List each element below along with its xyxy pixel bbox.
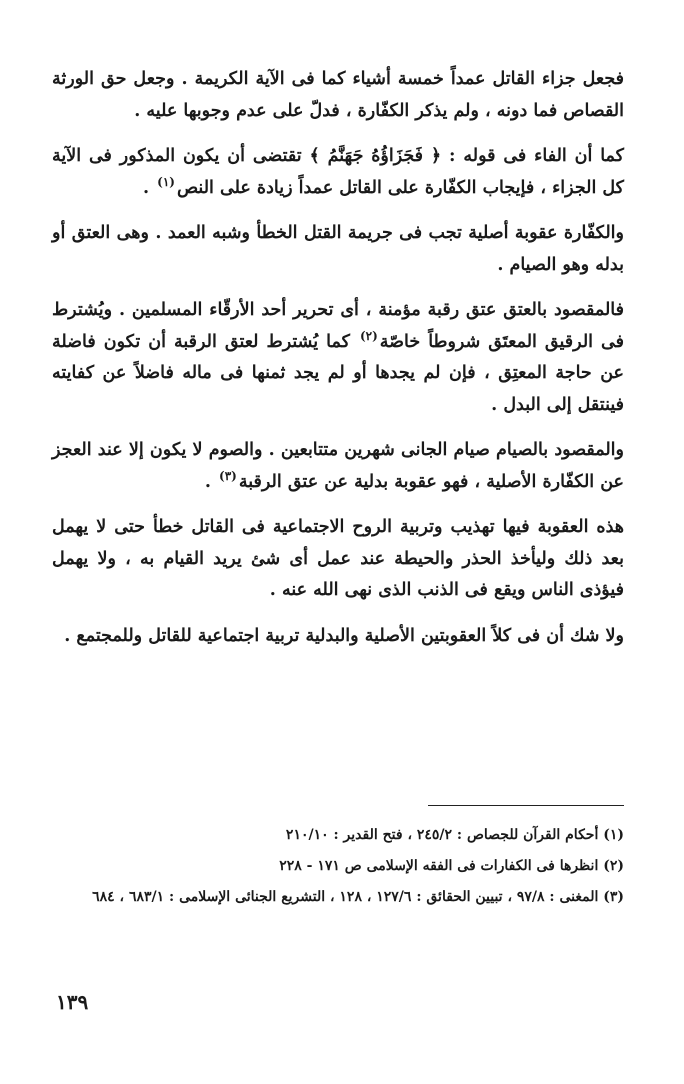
paragraph-5-before: والمقصود بالصيام صيام الجانى شهرين متتابعين . والصوم لا يكون إلا عند العجز عن الكفّارة الأصلية ، فهو عقوبة بدلية عن عتق الرقبة — [52, 440, 624, 492]
paragraph-7: ولا شك أن فى كلاً العقوبتين الأصلية والبدلية تربية اجتماعية للقاتل وللمجتمع . — [64, 625, 624, 646]
paragraph-1: فجعل جزاء القاتل عمداً خمسة أشياء كما فى الآية الكريمة . وجعل حق الورثة القصاص فما دونه ، ولم يذكر الكفّارة ، فدلّ على عدم وجوبها عليه . — [52, 69, 624, 121]
footnote-ref-1: (١) — [157, 174, 175, 189]
footnote-ref-3: (٣) — [219, 468, 237, 483]
footnote-2: (٢) انظرها فى الكفارات فى الفقه الإسلامى ص ١٧١ - ٢٢٨ — [279, 858, 624, 874]
paragraph-4-before: فالمقصود بالعتق عتق رقبة مؤمنة ، أى تحرير أحد الأرقّاء المسلمين . ويُشترط فى الرقيق المعتَق شروطاً خاصّة — [52, 300, 624, 352]
paragraph-2-before: كما أن الفاء فى قوله : — [441, 146, 624, 166]
footnote-3: (٣) المغنى : ٩٧/٨ ، تبيين الحقائق : ١٢٧/٦ ، ١٢٨ ، التشريع الجنائى الإسلامى : ٦٨٣/١ ، ٦٨٤ — [92, 889, 624, 905]
paragraph-6: هذه العقوبة فيها تهذيب وتربية الروح الاجتماعية فى القاتل خطأ حتى لا يهمل بعد ذلك وليأخذ الحذر والحيطة عند عمل أى شئ يريد القيام به ، ولا يهمل فيؤذى الناس ويقع فى الذنب الذى نهى الله عنه . — [52, 517, 624, 600]
paragraph-4 — [52, 295, 624, 421]
paragraph-3: والكفّارة عقوبة أصلية تجب فى جريمة القتل الخطأ وشبه العمد . وهى العتق أو بدله وهو الصيام . — [52, 223, 624, 275]
footnote-ref-2: (٢) — [359, 328, 378, 343]
paragraph-5-after: . — [204, 471, 218, 492]
footnote-1: (١) أحكام القرآن للجصاص : ٢٤٥/٢ ، فتح القدير : ٢١٠/١٠ — [285, 827, 624, 843]
paragraph-5 — [52, 435, 624, 498]
quran-verse: ﴿ فَجَزَاؤُهُ جَهَنَّمُ ﴾ — [309, 146, 442, 166]
page-number: ١٣٩ — [56, 990, 89, 1014]
footnote-divider — [428, 805, 624, 806]
paragraph-2-end: . — [142, 177, 156, 198]
paragraph-2 — [52, 141, 624, 204]
paragraph-2-after: تقتضى أن يكون المذكور فى الآية كل الجزاء ، فإيجاب الكفّارة على القاتل عمداً زيادة على النص — [52, 146, 624, 198]
paragraph-4-after: كما يُشترط لعتق الرقبة أن تكون فاضلة عن حاجة المعتِق ، فإن لم يجدها أو لم يجد ثمنها فى ماله فاضلاً عن كفايته فينتقل إلى البدل . — [52, 331, 624, 415]
main-text — [52, 64, 624, 666]
footnotes — [52, 820, 624, 913]
